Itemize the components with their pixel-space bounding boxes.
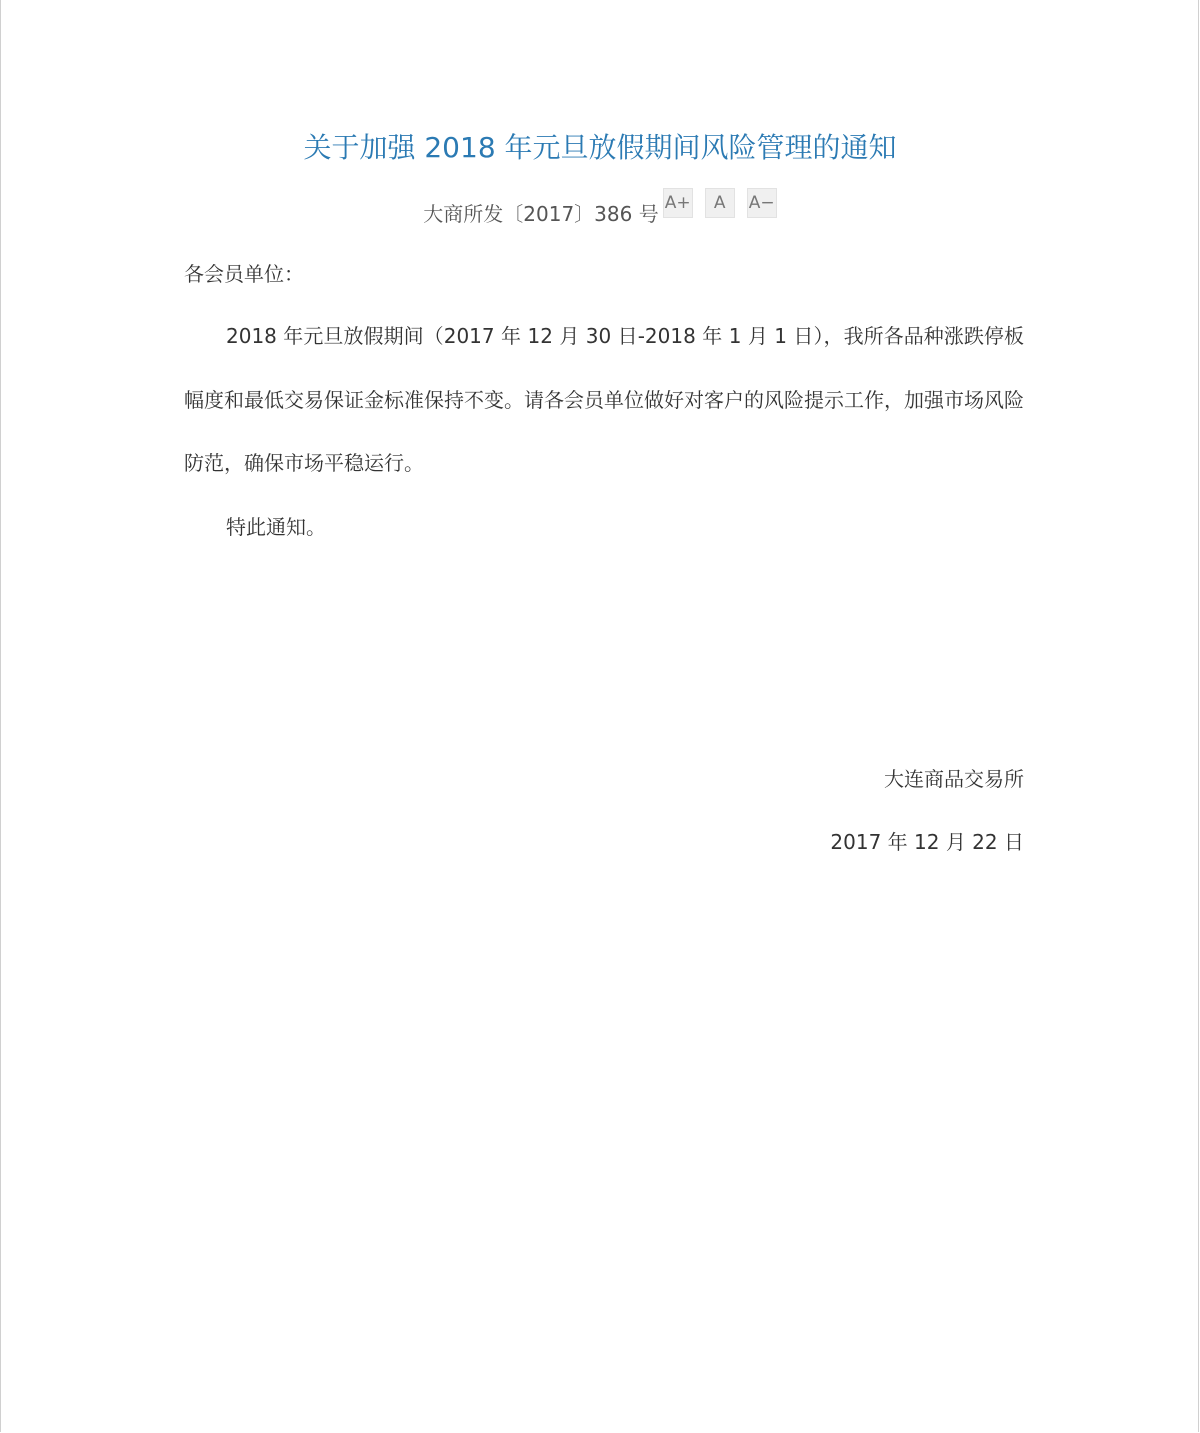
salutation: 各会员单位： xyxy=(184,262,304,286)
font-default-button[interactable]: A xyxy=(705,188,735,218)
closing-line: 特此通知。 xyxy=(226,515,326,539)
signature-organization: 大连商品交易所 xyxy=(884,767,1024,791)
font-decrease-button[interactable]: A− xyxy=(747,188,777,218)
signature-date: 2017 年 12 月 22 日 xyxy=(830,830,1024,854)
notice-title: 关于加强 2018 年元旦放假期间风险管理的通知 xyxy=(303,131,897,164)
font-increase-button[interactable]: A+ xyxy=(663,188,693,218)
body-paragraph: 2018 年元旦放假期间（2017 年 12 月 30 日-2018 年 1 月 1 日），我所各品种涨跌停板幅度和最低交易保证金标准保持不变。请各会员单位做好对客户的风险提示工作，加强市场风险防范，确保市场平稳运行。 xyxy=(184,324,1024,475)
doc-meta-row xyxy=(0,188,1200,228)
doc-number: 大商所发〔2017〕386 号 xyxy=(423,202,659,226)
